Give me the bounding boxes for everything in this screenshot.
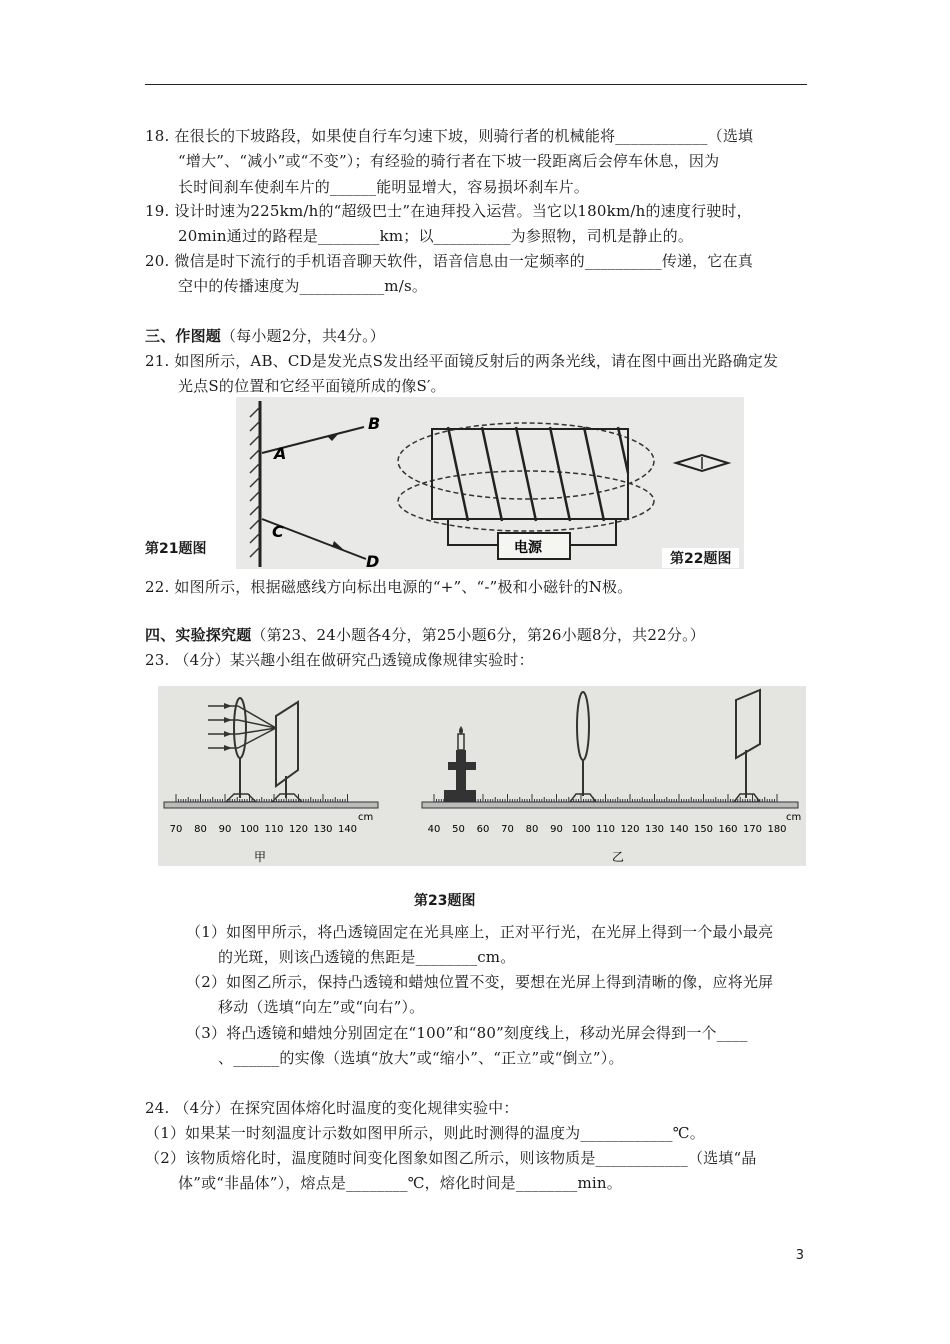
section-3-note: （每小题2分，共4分。） — [221, 327, 386, 345]
header-rule — [145, 84, 807, 85]
q18-line-2: “增大”、“减小”或“不变”）；有经验的骑行者在下坡一段距离后会停车休息，因为 — [178, 152, 720, 170]
ruler-tick-label: 150 — [693, 824, 714, 835]
ruler-tick-label: 140 — [669, 824, 689, 835]
q23-part2-line-1: （2）如图乙所示，保持凸透镜和蜡烛位置不变，要想在光屏上得到清晰的像，应将光屏 — [186, 973, 774, 991]
ruler-tick-label: 90 — [550, 824, 563, 835]
ruler-tick-label: 80 — [525, 824, 539, 835]
label-b: B — [368, 414, 381, 433]
unit-yi-label: cm — [786, 812, 802, 823]
ruler-tick-label: 100 — [239, 824, 260, 835]
q19-line-1: 19. 设计时速为225km/h的“超级巴士”在迪拜投入运营。当它以180km/h的速度行驶时， — [145, 202, 752, 220]
section-4-heading — [145, 625, 705, 645]
ruler-tick-label: 110 — [595, 824, 616, 835]
section-4-note: （第23、24小题各4分，第25小题6分，第26小题8分，共22分。） — [251, 626, 705, 644]
label-c: C — [272, 522, 284, 541]
ruler-tick-label: 170 — [742, 824, 763, 835]
screen-yi-icon — [736, 690, 760, 758]
q20-line-1: 20. 微信是时下流行的手机语音聊天软件，语音信息由一定频率的__________传递，它在真 — [145, 252, 754, 270]
label-yi: 乙 — [612, 850, 625, 864]
page-number: 3 — [795, 1248, 804, 1263]
label-d: D — [366, 552, 380, 569]
q18-line-1: 18. 在很长的下坡路段，如果使自行车匀速下坡，则骑行者的机械能将____________（选填 — [145, 127, 754, 145]
q22-line-1: 22. 如图所示，根据磁感线方向标出电源的“+”、“-”极和小磁针的N极。 — [145, 578, 633, 596]
q23-intro: 23. （4分）某兴趣小组在做研究凸透镜成像规律实验时： — [145, 651, 534, 669]
ruler-tick-label: 60 — [476, 824, 490, 835]
ruler-tick-label: 140 — [337, 824, 358, 835]
section-3-heading — [145, 326, 385, 346]
q23-part3-line-2: 、______的实像（选填“放大”或“缩小”、“正立”或“倒立”）。 — [218, 1049, 624, 1067]
power-supply-label: 电源 — [514, 540, 542, 556]
unit-jia-label: cm — [358, 812, 374, 823]
q18-line-3: 长时间刹车使刹车片的______能明显增大，容易损坏刹车片。 — [178, 178, 590, 196]
q23-part1-line-1: （1）如图甲所示，将凸透镜固定在光具座上，正对平行光，在光屏上得到一个最小最亮 — [186, 923, 774, 941]
figure-23-caption: 第23题图 — [414, 893, 476, 909]
q24-part2-line-1: （2）该物质熔化时，温度随时间变化图象如图乙所示，则该物质是____________（选填“晶 — [145, 1149, 757, 1167]
section-3-title: 三、作图题 — [145, 327, 222, 345]
ruler-tick-label: 50 — [452, 824, 465, 835]
ruler-tick-label: 100 — [571, 824, 591, 835]
ruler-tick-label: 70 — [501, 824, 514, 835]
q23-part1-line-2: 的光斑，则该凸透镜的焦距是________cm。 — [218, 948, 516, 966]
ruler-tick-label: 40 — [427, 824, 441, 835]
ruler-tick-label: 130 — [644, 824, 665, 835]
figure-21-22-drawing — [236, 397, 744, 569]
q19-line-2: 20min通过的路程是________km；以__________为参照物，司机是静止的。 — [178, 227, 694, 245]
ruler-tick-label: 90 — [218, 824, 232, 835]
figure-22-caption: 第22题图 — [662, 548, 739, 568]
ruler-tick-label: 70 — [169, 824, 183, 835]
q21-line-1: 21. 如图所示，AB、CD是发光点S发出经平面镜反射后的两条光线，请在图中画出光路确定发 — [145, 352, 779, 370]
figure-23-drawing — [158, 686, 806, 866]
figure-21-22 — [236, 397, 744, 569]
q24-part2-line-2: 体”或“非晶体”），熔点是________℃，熔化时间是________min。 — [178, 1174, 622, 1192]
candle-icon — [458, 734, 464, 750]
ruler-tick-label: 110 — [264, 824, 284, 835]
q21-line-2: 光点S的位置和它经平面镜所成的像S′。 — [178, 377, 446, 395]
q20-line-2: 空中的传播速度为___________m/s。 — [178, 277, 428, 295]
q24-part1: （1）如果某一时刻温度计示数如图甲所示，则此时测得的温度为____________℃。 — [145, 1124, 705, 1142]
q24-intro: 24. （4分）在探究固体熔化时温度的变化规律实验中： — [145, 1099, 519, 1117]
screen-jia-icon — [276, 702, 298, 786]
label-a: A — [274, 444, 287, 463]
ruler-tick-label: 180 — [767, 824, 787, 835]
ruler-tick-label: 120 — [620, 824, 640, 835]
ruler-tick-label: 130 — [313, 824, 333, 835]
ruler-tick-label: 80 — [194, 824, 207, 835]
ruler-tick-label: 120 — [288, 824, 309, 835]
section-4-title: 四、实验探究题 — [145, 626, 252, 644]
figure-21-caption: 第21题图 — [145, 541, 207, 557]
ruler-tick-label: 160 — [718, 824, 738, 835]
lens-yi-icon — [577, 692, 589, 760]
q23-part3-line-1: （3）将凸透镜和蜡烛分别固定在“100”和“80”刻度线上，移动光屏会得到一个____ — [186, 1024, 748, 1042]
q23-part2-line-2: 移动（选填“向左”或“向右”）。 — [218, 998, 425, 1016]
figure-23 — [158, 686, 806, 866]
label-jia: 甲 — [254, 850, 267, 864]
